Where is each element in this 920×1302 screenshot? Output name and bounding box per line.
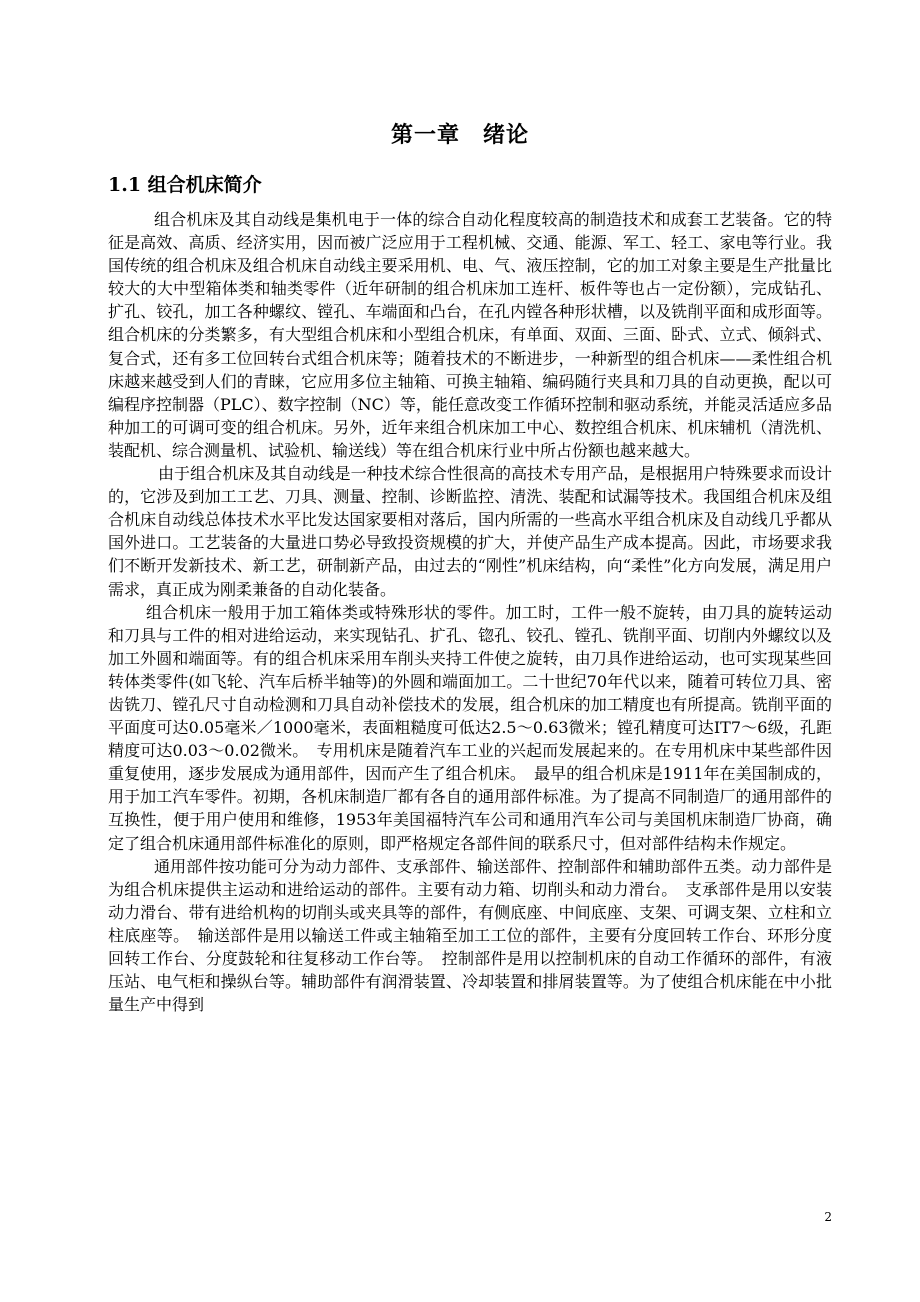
page-number: 2 — [824, 1210, 832, 1224]
paragraph-1: 组合机床及其自动线是集机电于一体的综合自动化程度较高的制造技术和成套工艺装备。它的特征是高效、高质、经济实用，因而被广泛应用于工程机械、交通、能源、军工、轻工、家电等行业。我国传统的组合机床及组合机床自动线主要采用机、电、气、液压控制，它的加工对象主要是生产批量比较大的大中型箱体类和轴类零件（近年研制的组合机床加工连杆、板件等也占一定份额），完成钻孔、扩孔、铰孔，加工各种螺纹、镗孔、车端面和凸台，在孔内镗各种形状槽，以及铣削平面和成形面等。组合机床的分类繁多，有大型组合机床和小型组合机床，有单面、双面、三面、卧式、立式、倾斜式、复合式，还有多工位回转台式组合机床等；随着技术的不断进步，一种新型的组合机床——柔性组合机床越来越受到人们的青睐，它应用多位主轴箱、可换主轴箱、编码随行夹具和刀具的自动更换，配以可编程序控制器（PLC）、数字控制（NC）等，能任意改变工作循环控制和驱动系统，并能灵活适应多品种加工的可调可变的组合机床。另外，近年来组合机床加工中心、数控组合机床、机床辅机（清洗机、装配机、综合测量机、试验机、输送线）等在组合机床行业中所占份额也越来越大。 — [108, 210, 832, 460]
body-text — [108, 208, 832, 1016]
paragraph-4: 通用部件按功能可分为动力部件、支承部件、输送部件、控制部件和辅助部件五类。动力部件是为组合机床提供主运动和进给运动的部件。主要有动力箱、切削头和动力滑台。 支承部件是用以安装动力滑台、带有进给机构的切削头或夹具等的部件，有侧底座、中间底座、支架、可调支架、立柱和立柱底座等。 输送部件是用以输送工件或主轴箱至加工工位的部件，主要有分度回转工作台、环形分度回转工作台、分度鼓轮和往复移动工作台等。 控制部件是用以控制机床的自动工作循环的部件，有液压站、电气柜和操纵台等。辅助部件有润滑装置、冷却装置和排屑装置等。为了使组合机床能在中小批量生产中得到 — [108, 856, 832, 1015]
chapter-title: 第一章 绪论 — [390, 122, 529, 148]
paragraph-3: 组合机床一般用于加工箱体类或特殊形状的零件。加工时，工件一般不旋转，由刀具的旋转运动和刀具与工件的相对进给运动，来实现钻孔、扩孔、锪孔、铰孔、镗孔、铣削平面、切削内外螺纹以及加工外圆和端面等。有的组合机床采用车削头夹持工件使之旋转，由刀具作进给运动，也可实现某些回转体类零件(如飞轮、汽车后桥半轴等)的外圆和端面加工。二十世纪70年代以来，随着可转位刀具、密齿铣刀、镗孔尺寸自动检测和刀具自动补偿技术的发展，组合机床的加工精度也有所提高。铣削平面的平面度可达0.05毫米／1000毫米，表面粗糙度可低达2.5～0.63微米；镗孔精度可达IT7～6级，孔距精度可达0.03～0.02微米。 专用机床是随着汽车工业的兴起而发展起来的。在专用机床中某些部件因重复使用，逐步发展成为通用部件，因而产生了组合机床。 最早的组合机床是1911年在美国制成的，用于加工汽车零件。初期，各机床制造厂都有各自的通用部件标准。为了提高不同制造厂的通用部件的互换性，便于用户使用和维修，1953年美国福特汽车公司和通用汽车公司与美国机床制造厂协商，确定了组合机床通用部件标准化的原则，即严格规定各部件间的联系尺寸，但对部件结构未作规定。 — [108, 602, 832, 853]
paragraph-2: 由于组合机床及其自动线是一种技术综合性很高的高技术专用产品，是根据用户特殊要求而设计的，它涉及到加工工艺、刀具、测量、控制、诊断监控、清洗、装配和试漏等技术。我国组合机床及组合机床自动线总体技术水平比发达国家要相对落后，国内所需的一些高水平组合机床及自动线几乎都从国外进口。工艺装备的大量进口势必导致投资规模的扩大，并使产品生产成本提高。因此，市场要求我们不断开发新技术、新工艺，研制新产品，由过去的“刚性”机床结构，向“柔性”化方向发展，满足用户需求，真正成为刚柔兼备的自动化装备。 — [108, 464, 832, 599]
section-title: 1.1 组合机床简介 — [108, 174, 262, 196]
